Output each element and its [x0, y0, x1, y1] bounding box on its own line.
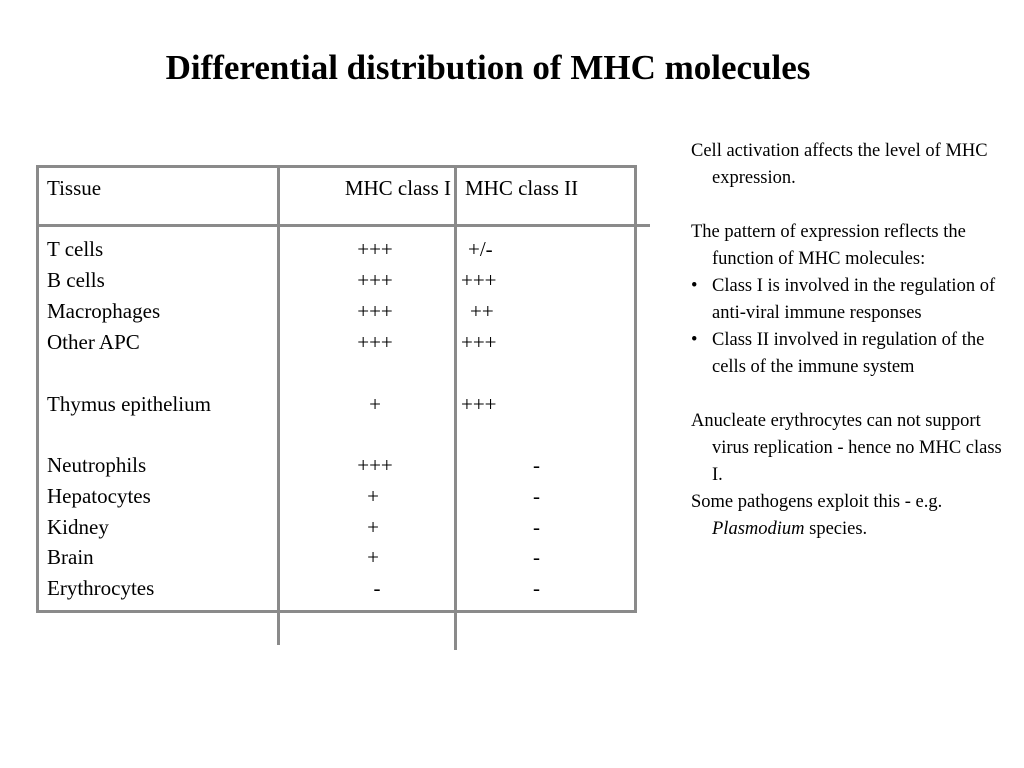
row-mhc-class-1: +++ [357, 268, 393, 292]
row-mhc-class-2: - [533, 453, 540, 477]
header-mhc-class-1: MHC class I [344, 176, 451, 200]
row-mhc-class-2: +++ [461, 268, 497, 292]
pathogens-prefix: Some pathogens exploit this - e.g. [691, 492, 943, 512]
bullet-marker: • [691, 276, 698, 296]
row-mhc-class-2: +++ [461, 330, 497, 354]
row-mhc-class-1: +++ [357, 237, 393, 261]
row-mhc-class-1: +++ [357, 453, 393, 477]
row-tissue: Other APC [47, 330, 140, 354]
note-activation: Cell activation affects the level of MHC expression. [691, 141, 988, 188]
row-tissue: B cells [47, 268, 105, 292]
row-mhc-class-1: + [367, 484, 379, 508]
note-anucleate: Anucleate erythrocytes can not support virus replication - hence no MHC class I. [691, 411, 1002, 485]
bullet-text: Class II involved in regulation of the cells of the immune system [712, 330, 985, 377]
row-mhc-class-1: +++ [357, 299, 393, 323]
row-tissue: Brain [47, 545, 94, 569]
row-mhc-class-2: ++ [470, 299, 494, 323]
row-tissue: Hepatocytes [47, 484, 151, 508]
table-column-divider-1 [277, 165, 280, 645]
row-mhc-class-2: +++ [461, 392, 497, 416]
slide-title: Differential distribution of MHC molecules [165, 48, 811, 87]
row-tissue: T cells [47, 237, 104, 261]
header-mhc-class-2: MHC class II [465, 176, 579, 200]
row-mhc-class-2: - [533, 515, 540, 539]
row-mhc-class-1: +++ [357, 330, 393, 354]
row-mhc-class-1: + [369, 392, 381, 416]
row-tissue: Macrophages [47, 299, 161, 323]
row-mhc-class-2: - [533, 545, 540, 569]
table-header-divider [36, 224, 650, 227]
row-tissue: Erythrocytes [47, 576, 155, 600]
row-tissue: Kidney [47, 515, 109, 539]
row-mhc-class-1: + [367, 545, 379, 569]
header-tissue: Tissue [47, 176, 102, 200]
row-tissue: Thymus epithelium [47, 392, 211, 416]
note-pathogens [691, 489, 1011, 543]
pathogens-suffix: species. [804, 519, 868, 539]
note-pattern: The pattern of expression reflects the function of MHC molecules: [691, 222, 966, 269]
row-mhc-class-2: +/- [468, 237, 493, 261]
pathogens-italic: Plasmodium [712, 519, 805, 539]
note-bullet-class-2 [691, 327, 1011, 381]
row-mhc-class-2: - [533, 576, 540, 600]
bullet-marker: • [691, 330, 698, 350]
row-mhc-class-1: - [373, 576, 381, 600]
bullet-text: Class I is involved in the regulation of anti-viral immune responses [712, 276, 996, 323]
notes-panel [691, 138, 1011, 543]
row-tissue: Neutrophils [47, 453, 147, 477]
row-mhc-class-1: + [367, 515, 379, 539]
note-bullet-class-1 [691, 273, 1011, 327]
table-column-divider-2 [454, 165, 457, 650]
row-mhc-class-2: - [533, 484, 540, 508]
